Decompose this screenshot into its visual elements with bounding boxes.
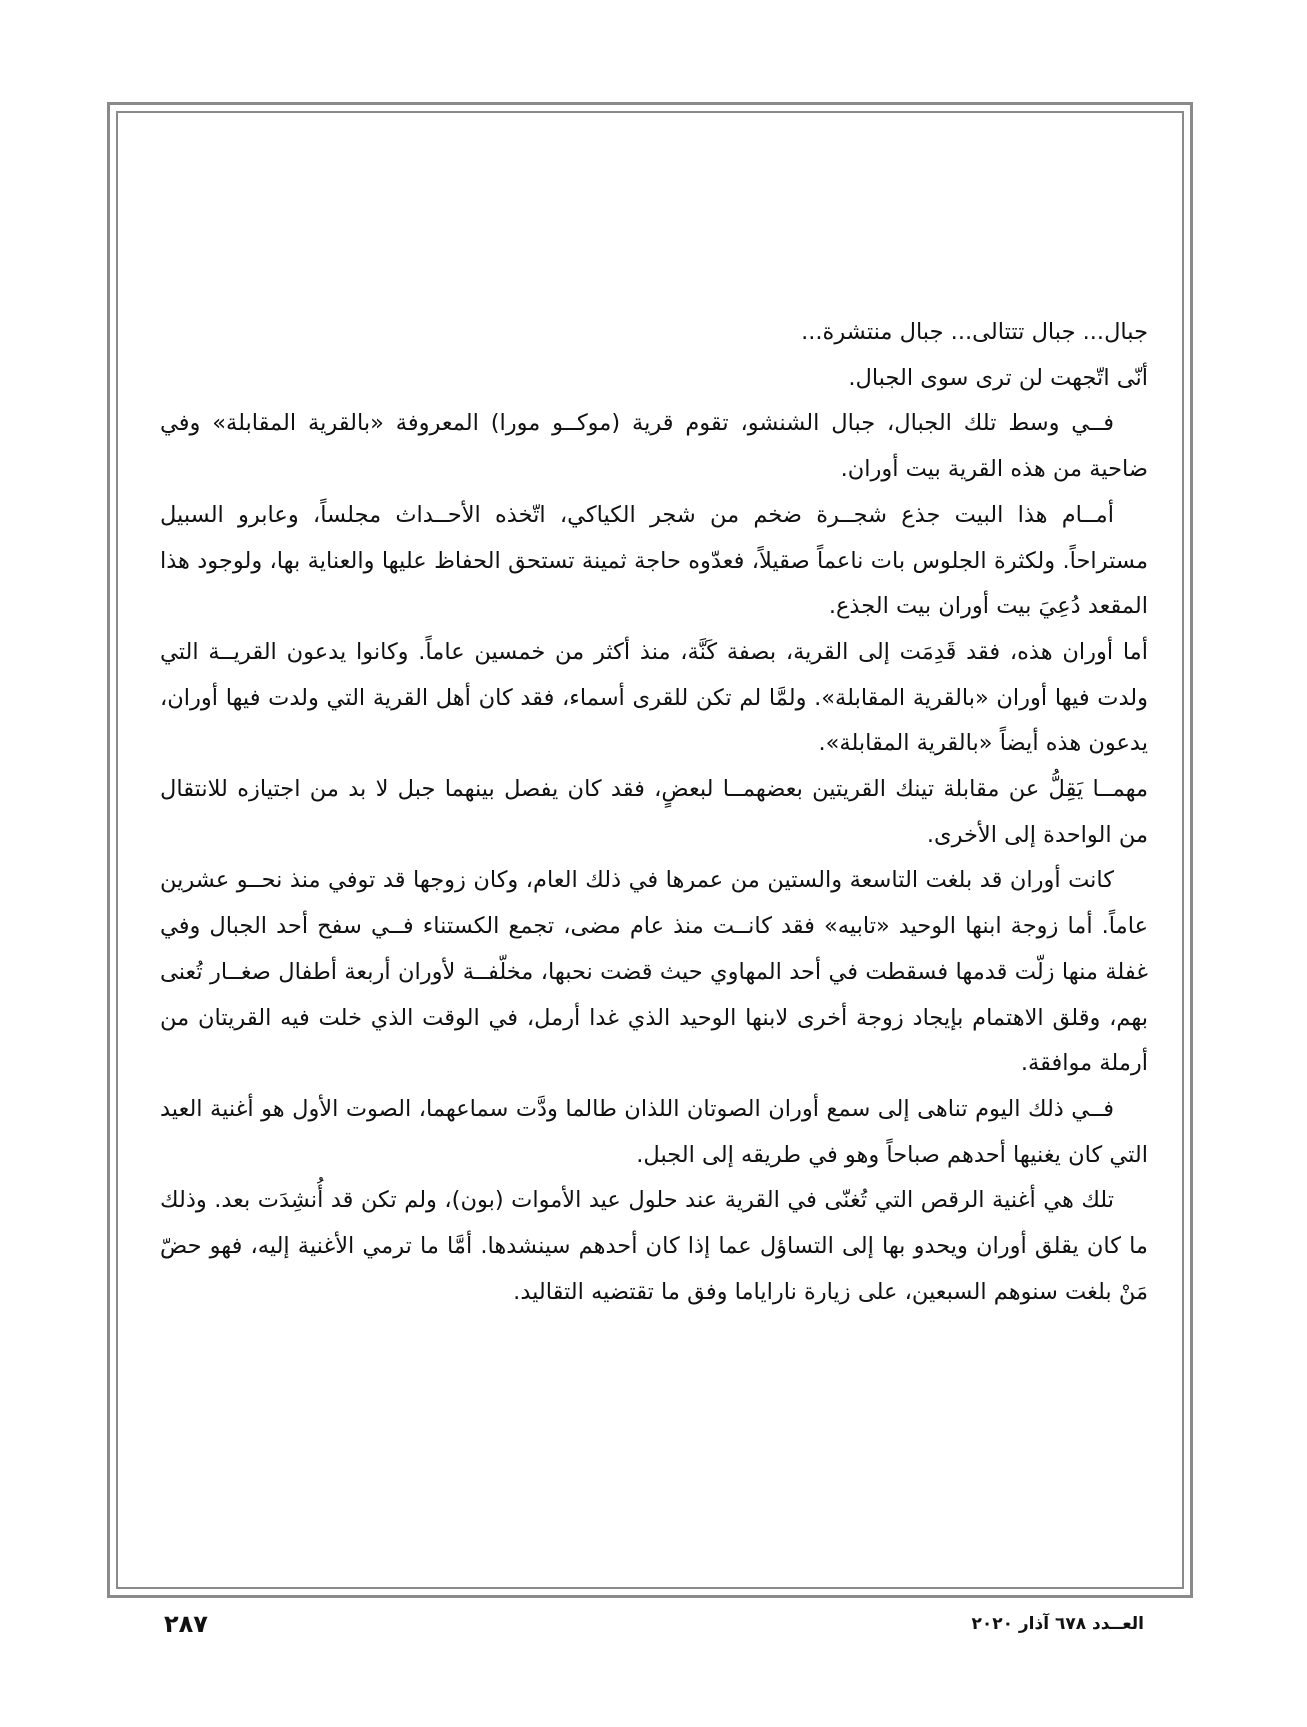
paragraph: فــي ذلك اليوم تناهى إلى سمع أوران الصوتان اللذان طالما ودَّت سماعهما، الصوت الأول هو أغنية العيد التي كان يغنيها أحدهم صباحاً وهو في طريقه إلى الجبل.: [160, 1095, 1148, 1168]
paragraph: أما أوران هذه، فقد قَدِمَت إلى القرية، بصفة كَنَّة، منذ أكثر من خمسين عاماً. وكانوا يدعون القريــة التي ولدت فيها أوران «بالقرية المقابلة». ولمَّا لم تكن للقرى أسماء، فقد كان أهل القرية التي ولدت فيها أوران، يدعون هذه أيضاً «بالقرية المقابلة».: [160, 638, 1148, 757]
page-number: ٢٨٧: [164, 1610, 208, 1638]
article-body: [160, 310, 1148, 1315]
paragraph: جبال... جبال تتتالى... جبال منتشرة...: [801, 319, 1148, 345]
paragraph: كانت أوران قد بلغت التاسعة والستين من عمرها في ذلك العام، وكان زوجها قد توفي منذ نحــو عشرين عاماً. أما زوجة ابنها الوحيد «تابيه» فقد كانــت منذ عام مضى، تجمع الكستناء فــي سفح أحد الجبال وفي غفلة منها زلّت قدمها فسقطت في أحد المهاوي حيث قضت نحبها، مخلّفــة لأوران أربعة أطفال صغــار تُعنى بهم، وقلق الاهتمام بإيجاد زوجة أخرى لابنها الوحيد الذي غدا أرمل، في الوقت الذي خلت فيه القريتان من أرملة موافقة.: [160, 867, 1148, 1077]
issue-info: العــدد ٦٧٨ آذار ٢٠٢٠: [971, 1614, 1144, 1634]
paragraph: أمــام هذا البيت جذع شجــرة ضخم من شجر الكياكي، اتّخذه الأحــداث مجلساً، وعابرو السبيل مستراحاً. ولكثرة الجلوس بات ناعماً صقيلاً، فعدّوه حاجة ثمينة تستحق الحفاظ عليها والعناية بها، ولوجود هذا المقعد دُعِيَ بيت أوران بيت الجذع.: [160, 501, 1148, 620]
paragraph: أنّى اتّجهت لن ترى سوى الجبال.: [848, 364, 1148, 391]
paragraph: فــي وسط تلك الجبال، جبال الشنشو، تقوم قرية (موكــو مورا) المعروفة «بالقرية المقابلة» وفي ضاحية من هذه القرية بيت أوران.: [160, 410, 1148, 483]
paragraph: تلك هي أغنية الرقص التي تُغنّى في القرية عند حلول عيد الأموات (بون)، ولم تكن قد أُنشِدَت بعد. وذلك ما كان يقلق أوران ويحدو بها إلى التساؤل عما إذا كان أحدهم سينشدها. أمَّا ما ترمي الأغنية إليه، فهو حضّ مَنْ بلغت سنوهم السبعين، على زيارة نارایاما وفق ما تقتضيه التقاليد.: [160, 1187, 1148, 1305]
paragraph: مهمــا يَقِلُّ عن مقابلة تينك القريتين بعضهمــا لبعضٍ، فقد كان يفصل بينهما جبل لا بد من اجتيازه للانتقال من الواحدة إلى الأخرى.: [160, 776, 1148, 848]
